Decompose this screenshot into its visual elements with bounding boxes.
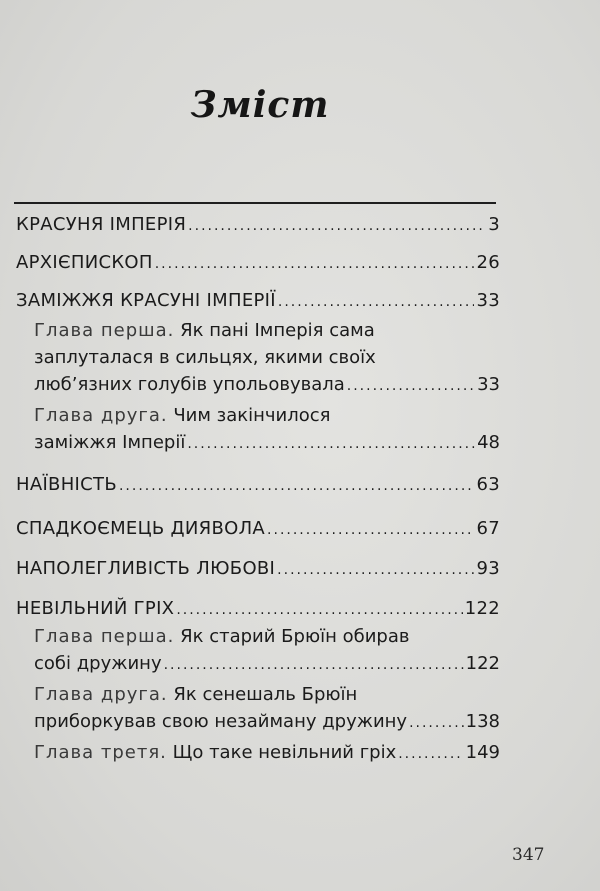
dot-leader (267, 522, 474, 538)
chapter-title: Як старий Брюїн обирав (180, 626, 410, 647)
chapter-title-cont: заміжжя Імперії (34, 432, 186, 453)
chapter-label: Глава перша. (34, 626, 175, 647)
toc-subentry (34, 402, 500, 458)
chapter-title-cont: приборкував свою незайману дружину (34, 711, 408, 732)
toc-entry (16, 518, 500, 539)
toc-entry-page: 149 (465, 742, 500, 763)
dot-leader (398, 741, 463, 768)
dot-leader (409, 710, 464, 737)
toc-entry (16, 474, 500, 495)
toc-entry-page: 122 (465, 653, 500, 674)
toc-entry-page: 67 (476, 518, 500, 539)
dot-leader (155, 256, 475, 272)
toc-entry (16, 214, 500, 235)
toc-entry-title: СПАДКОЄМЕЦЬ ДИЯВОЛА (16, 518, 266, 539)
dot-leader (187, 431, 475, 458)
toc-entry-page: 63 (476, 474, 500, 495)
chapter-title: Як сенешаль Брюїн (173, 684, 358, 705)
toc-entry-title: АРХІЄПИСКОП (16, 252, 153, 273)
dot-leader (119, 478, 475, 494)
toc-subentry (34, 739, 500, 768)
dot-leader (278, 294, 475, 310)
chapter-title: Що таке невільний гріх (172, 742, 397, 763)
toc-entry-page: 33 (477, 374, 500, 395)
toc-entry-title: НАПОЛЕГЛИВІСТЬ ЛЮБОВІ (16, 558, 276, 579)
toc-entry-page: 48 (477, 432, 500, 453)
chapter-title: Як пані Імперія сама (180, 320, 375, 341)
chapter-title-cont: собі дружину (34, 653, 162, 674)
toc-subentry (34, 681, 500, 737)
toc-entry (16, 558, 500, 579)
chapter-label: Глава друга. (34, 684, 168, 705)
toc-entry (16, 598, 500, 619)
toc-entry-title: НАЇВНІСТЬ (16, 474, 117, 495)
chapter-label: Глава друга. (34, 405, 168, 426)
page-title: Зміст (190, 84, 330, 126)
chapter-label: Глава перша. (34, 320, 175, 341)
dot-leader (176, 602, 462, 618)
chapter-title-cont: заплуталася в сильцях, якими своїх (34, 347, 376, 368)
chapter-label: Глава третя. (34, 742, 167, 763)
title-rule (14, 202, 496, 204)
chapter-title: Чим закінчилося (173, 405, 331, 426)
table-of-contents (16, 214, 500, 768)
toc-entry-title: КРАСУНЯ ІМПЕРІЯ (16, 214, 187, 235)
toc-subentry (34, 623, 500, 679)
toc-entry-page: 93 (476, 558, 500, 579)
toc-entry-page: 26 (476, 252, 500, 273)
chapter-title-cont: люб’язних голубів упольовувала (34, 374, 345, 395)
toc-entry (16, 290, 500, 311)
toc-entry-page: 3 (488, 214, 500, 235)
page-number: 347 (512, 845, 545, 865)
dot-leader (164, 652, 464, 679)
dot-leader (188, 218, 486, 234)
toc-entry-page: 138 (465, 711, 500, 732)
toc-entry (16, 252, 500, 273)
toc-entry-title: ЗАМІЖЖЯ КРАСУНІ ІМПЕРІЇ (16, 290, 276, 311)
toc-subentry (34, 317, 500, 400)
toc-entry-page: 122 (464, 598, 500, 619)
toc-entry-title: НЕВІЛЬНИЙ ГРІХ (16, 598, 175, 619)
dot-leader (347, 373, 475, 400)
toc-entry-page: 33 (476, 290, 500, 311)
dot-leader (277, 562, 474, 578)
